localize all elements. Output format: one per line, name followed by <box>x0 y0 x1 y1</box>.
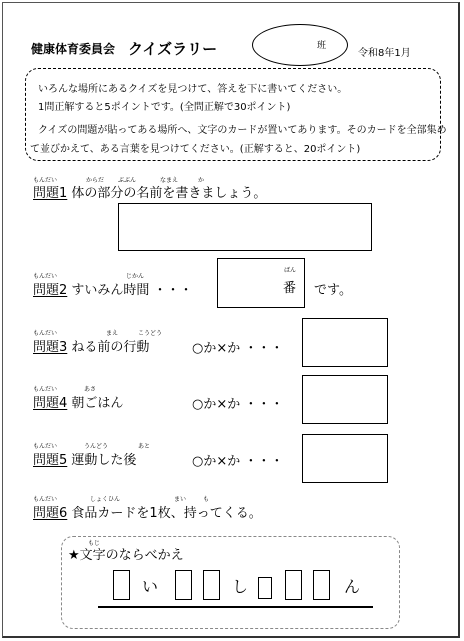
question-4-text: 朝ごはん <box>71 396 124 411</box>
question-3-number: 問題3 <box>33 340 68 355</box>
letter-slot-3[interactable] <box>203 570 220 600</box>
letter-slot-6[interactable] <box>313 570 330 600</box>
ruby-ka: か <box>198 177 205 184</box>
ruby-q2: もんだい <box>33 273 58 280</box>
letter-slot-5[interactable] <box>285 570 302 600</box>
question-1-number: 問題1 <box>33 186 68 201</box>
ruby-jikan: じかん <box>126 273 145 280</box>
answer-baseline <box>98 606 373 608</box>
class-oval[interactable] <box>252 24 348 66</box>
ruby-undou: うんどう <box>84 443 109 450</box>
question-4-choice: ○か×か ・・・ <box>192 397 284 412</box>
question-3 <box>33 336 149 355</box>
question-5 <box>33 449 136 468</box>
question-2-suffix: です。 <box>314 283 352 298</box>
letter-char-1: い <box>142 577 159 596</box>
question-3-choice: ○か×か ・・・ <box>192 341 284 356</box>
ruby-moji: もじ <box>88 540 101 547</box>
question-6-text: 食品カードを1枚、持ってくる。 <box>71 506 262 521</box>
instructions-box <box>25 68 447 161</box>
answer-box-4[interactable] <box>302 375 388 424</box>
question-3-text: ねる前の行動 <box>71 340 150 355</box>
ruby-q1: もんだい <box>33 177 58 184</box>
date-label: 令和8年1月 <box>358 48 411 59</box>
question-4 <box>33 392 123 411</box>
question-1 <box>33 182 266 201</box>
class-label: 班 <box>317 41 327 51</box>
ruby-bubun: ぶぶん <box>118 177 137 184</box>
ruby-koudou: こうどう <box>138 330 163 337</box>
ruby-q6: もんだい <box>33 496 58 503</box>
letter-char-2: し <box>232 577 249 596</box>
question-6-number: 問題6 <box>33 506 68 521</box>
question-6 <box>33 502 262 521</box>
instruction-line-3: クイズの問題が貼ってある場所へ、文字のカードが置いてあります。そのカードを全部集め <box>38 125 447 136</box>
instruction-line-1: いろんな場所にあるクイズを見つけて、答えを下に書いてください。 <box>38 84 348 95</box>
instruction-line-4: て並びかえて、ある言葉を見つけてください。(正解すると、20ポイント) <box>30 144 361 155</box>
letter-slot-2[interactable] <box>175 570 192 600</box>
question-5-text: 運動した後 <box>71 453 137 468</box>
letter-char-3: ん <box>344 577 361 596</box>
question-5-number: 問題5 <box>33 453 68 468</box>
ruby-karada: からだ <box>86 177 105 184</box>
ruby-shokuhin: しょくひん <box>90 496 121 503</box>
ruby-ban: ばん <box>284 267 297 274</box>
page-title: クイズラリー <box>128 40 218 58</box>
question-2-text: すいみん時間 ・・・ <box>71 283 193 298</box>
question-2 <box>33 279 193 298</box>
question-2-unit: 番 <box>283 281 297 296</box>
answer-box-5[interactable] <box>302 434 388 483</box>
answer-box-1[interactable] <box>118 203 372 251</box>
question-2-number: 問題2 <box>33 283 68 298</box>
question-5-choice: ○か×か ・・・ <box>192 454 284 469</box>
letter-slot-4[interactable] <box>258 577 272 599</box>
committee-name: 健康体育委員会 <box>31 42 116 56</box>
ruby-asa: あさ <box>84 386 97 393</box>
ruby-mai: まい <box>174 496 187 503</box>
letter-slot-1[interactable] <box>113 570 130 600</box>
ruby-namae: なまえ <box>160 177 179 184</box>
letter-sort-title: ★文字のならべかえ <box>68 548 184 563</box>
ruby-mae: まえ <box>106 330 119 337</box>
ruby-ato: あと <box>138 443 151 450</box>
ruby-q4: もんだい <box>33 386 58 393</box>
ruby-q3: もんだい <box>33 330 58 337</box>
question-4-number: 問題4 <box>33 396 68 411</box>
instruction-line-2: 1問正解すると5ポイントです。(全問正解で30ポイント) <box>38 102 291 113</box>
question-1-text: 体の部分の名前を書きましょう。 <box>71 186 267 201</box>
ruby-q5: もんだい <box>33 443 58 450</box>
answer-box-3[interactable] <box>302 318 388 367</box>
ruby-mo: も <box>203 496 210 503</box>
